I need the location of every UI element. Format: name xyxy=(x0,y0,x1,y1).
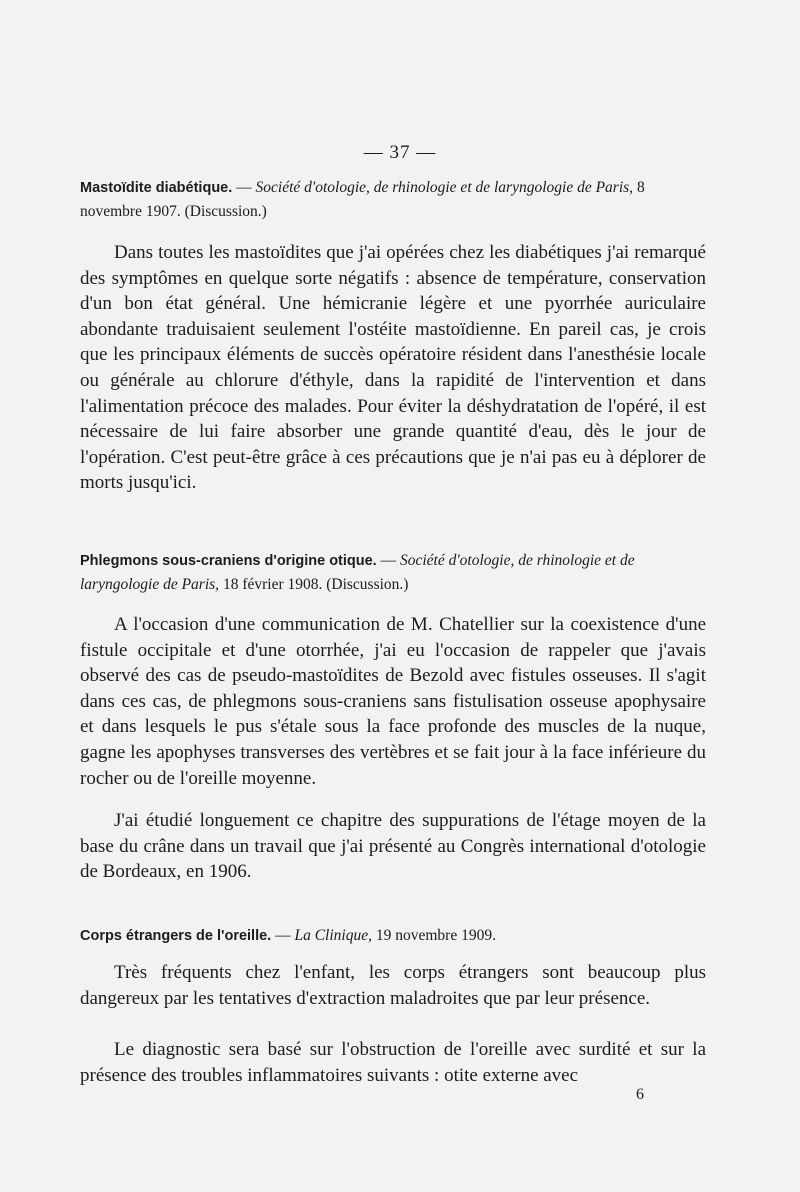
section-title: Mastoïdite diabétique. xyxy=(80,180,233,196)
section-heading-corps-etrangers xyxy=(80,924,708,948)
section-detail: 8 novembre 1907. (Discussion.) xyxy=(80,179,645,220)
section-detail: 18 février 1908. (Discussion.) xyxy=(219,576,409,593)
signature-mark: 6 xyxy=(636,1086,644,1103)
section-source: Société d'otologie, de rhinologie et de laryngologie de Paris, xyxy=(80,552,635,593)
paragraph: A l'occasion d'une communication de M. Chatellier sur la coexistence d'une fistule occipitale et d'une otorrhée, j'ai eu l'occasion de rappeler que j'avais observé des cas de pseudo-mastoïdites de Bezold avec fistules osseuses. Il s'agit dans ces cas, de phlegmons sous-craniens sans fistulisation osseuse apophysaire et dans lesquels le pus s'étale sous la face profonde des muscles de la nuque, gagne les apophyses transverses des vertèbres et se fait jour à la face inférieure du rocher ou de l'oreille moyenne. xyxy=(80,614,706,789)
heading-dash: — xyxy=(271,927,295,944)
paragraph: Très fréquents chez l'enfant, les corps étrangers sont beaucoup plus dangereux par les tentatives d'extraction maladroites que par leur présence. xyxy=(80,962,706,1009)
heading-dash: — xyxy=(376,552,400,569)
section-source: Société d'otologie, de rhinologie et de laryngologie de Paris, xyxy=(255,179,634,196)
section-title: Corps étrangers de l'oreille. xyxy=(80,928,272,944)
section-title: Phlegmons sous-craniens d'origine otique. xyxy=(80,553,377,569)
section-heading-phlegmons xyxy=(80,549,708,597)
section-source: La Clinique, xyxy=(294,927,372,944)
heading-dash: — xyxy=(232,179,256,196)
section-detail: 19 novembre 1909. xyxy=(371,927,496,944)
paragraph: Dans toutes les mastoïdites que j'ai opérées chez les diabétiques j'ai remarqué des symptômes en quelque sorte négatifs : absence de température, conservation d'un bon état général. Une hémicranie légère et une pyorrhée auriculaire abondante traduisaient seulement l'ostéite mastoïdienne. En pareil cas, je crois que les principaux éléments de succès opératoire résident dans l'anesthésie locale ou générale au chlorure d'éthyle, dans la rapidité de l'intervention et dans l'alimentation précoce des malades. Pour éviter la déshydratation de l'opéré, il est nécessaire de lui faire absorber une grande quantité d'eau, dès le jour de l'opération. C'est peut-être grâce à ces précautions que je n'ai pas eu à déplorer de morts jusqu'ici. xyxy=(80,242,706,494)
page-number: — 37 — xyxy=(363,142,437,163)
paragraph: J'ai étudié longuement ce chapitre des suppurations de l'étage moyen de la base du crâne dans un travail que j'ai présenté au Congrès international d'otologie de Bordeaux, en 1906. xyxy=(80,810,706,883)
paragraph: Le diagnostic sera basé sur l'obstruction de l'oreille avec surdité et sur la présence des troubles inflammatoires suivants : otite externe avec xyxy=(80,1039,706,1086)
section-heading-mastoidite xyxy=(80,176,708,224)
